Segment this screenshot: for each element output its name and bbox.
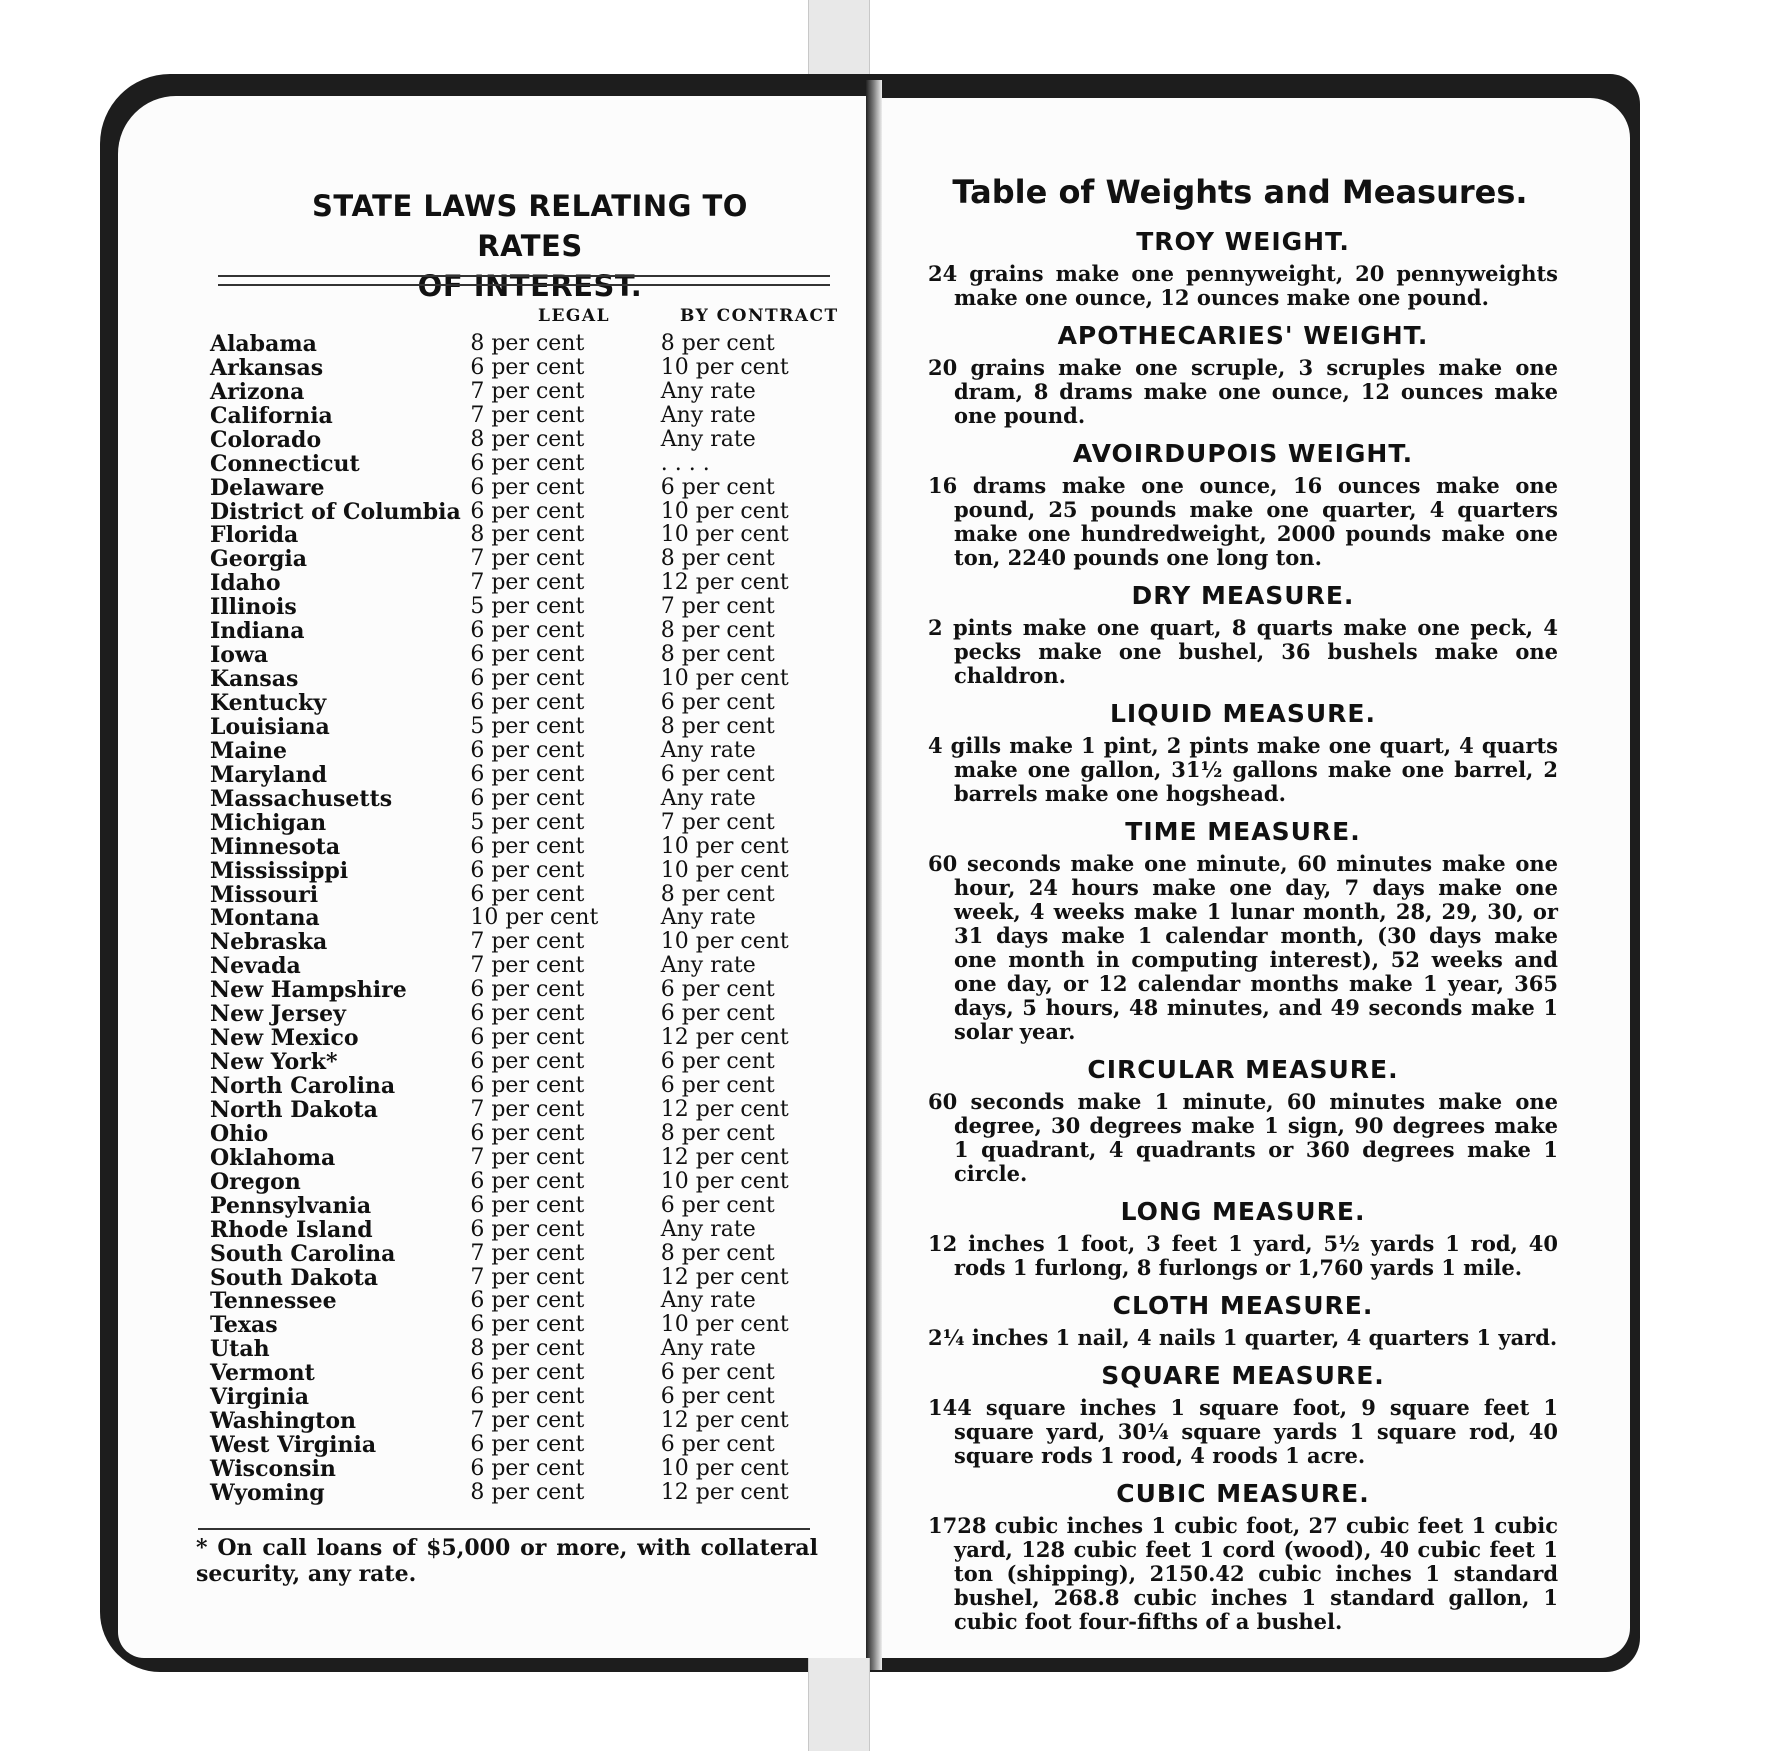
legal-rate-cell: 6 per cent [470,1049,585,1075]
contract-rate-cell: 8 per cent [660,642,775,668]
table-row [210,907,840,931]
table-row [210,954,840,978]
legal-rate-cell: 7 per cent [470,546,585,572]
legal-rate-cell: 6 per cent [470,1025,585,1051]
contract-rate-cell: Any rate [660,737,756,763]
book-gutter [866,80,882,1670]
interest-rates-title [260,186,800,306]
title-line-2: OF INTEREST. [417,269,643,303]
table-row [210,1218,840,1242]
contract-rate-cell: 6 per cent [660,1073,775,1099]
state-cell: Virginia [210,1384,309,1411]
state-cell: Montana [210,905,320,932]
legal-rate-cell: 6 per cent [470,1432,585,1458]
legal-rate-cell: 7 per cent [470,570,585,596]
state-cell: West Virginia [210,1432,377,1459]
measure-text: 60 seconds make 1 minute, 60 minutes make one degree, 30 degrees make 1 sign, 90 degrees make 1 quadrant, 4 quadrants or 360 degrees make 1 circle. [928,1089,1558,1186]
legal-rate-cell: 6 per cent [470,1384,585,1410]
contract-rate-cell: 8 per cent [660,1240,775,1266]
weights-measures-title: Table of Weights and Measures. [952,173,1528,211]
contract-rate-cell: 12 per cent [660,1096,789,1122]
table-row [210,1409,840,1433]
state-cell: New Mexico [210,1025,359,1052]
contract-rate-cell: 12 per cent [660,1025,789,1051]
legal-rate-cell: 7 per cent [470,1144,585,1170]
measure-text: 144 square inches 1 square foot, 9 square feet 1 square yard, 30¼ square yards 1 square rod, 40 square rods 1 rood, 4 roods 1 acre. [928,1395,1558,1468]
table-row [210,1385,840,1409]
table-row [210,476,840,500]
contract-rate-cell: 6 per cent [660,977,775,1003]
measure-text: 4 gills make 1 pint, 2 pints make one quart, 4 quarts make one gallon, 31½ gallons make one barrel, 2 barrels make one hogshead. [928,733,1558,806]
legal-rate-cell: 6 per cent [470,1456,585,1482]
table-row [210,978,840,1002]
measure-text: 2¼ inches 1 nail, 4 nails 1 quarter, 4 quarters 1 yard. [928,1325,1558,1350]
contract-rate-cell: 7 per cent [660,809,775,835]
state-cell: Wisconsin [210,1456,336,1483]
legal-rate-cell: 7 per cent [470,929,585,955]
contract-rate-cell: 8 per cent [660,618,775,644]
legal-rate-cell: 6 per cent [470,666,585,692]
table-row [210,524,840,548]
legal-rate-cell: 7 per cent [470,402,585,428]
contract-rate-cell: 12 per cent [660,1264,789,1290]
legal-rate-cell: 8 per cent [470,1479,585,1505]
table-row [210,571,840,595]
legal-rate-cell: 6 per cent [470,1192,585,1218]
legal-rate-cell: 6 per cent [470,690,585,716]
state-cell: Florida [210,522,299,549]
table-row [210,930,840,954]
state-cell: Arkansas [210,354,324,381]
state-cell: District of Columbia [210,498,461,525]
state-cell: New Hampshire [210,977,407,1004]
contract-rate-cell: 6 per cent [660,1192,775,1218]
interest-rate-table [210,332,840,1505]
table-row [210,1481,840,1505]
legal-rate-cell: 6 per cent [470,618,585,644]
contract-rate-cell: 10 per cent [660,833,789,859]
state-cell: North Dakota [210,1096,378,1123]
contract-rate-cell: 7 per cent [660,594,775,620]
measure-heading: TROY WEIGHT. [1136,227,1350,256]
contract-rate-cell: 12 per cent [660,1144,789,1170]
state-cell: Rhode Island [210,1216,373,1243]
state-cell: Vermont [210,1360,315,1387]
table-row [210,1074,840,1098]
legal-rate-cell: 6 per cent [470,857,585,883]
table-row [210,452,840,476]
legal-rate-cell: 8 per cent [470,1336,585,1362]
table-row [210,763,840,787]
legal-rate-cell: 7 per cent [470,953,585,979]
legal-rate-cell: 7 per cent [470,1408,585,1434]
state-cell: New York* [210,1049,338,1076]
measure-text: 12 inches 1 foot, 3 feet 1 yard, 5½ yards 1 rod, 40 rods 1 furlong, 8 furlongs or 1,760 yards 1 mile. [928,1231,1558,1280]
table-row [210,500,840,524]
footnote: * On call loans of $5,000 or more, with collateral security, any rate. [196,1535,818,1587]
table-row [210,1170,840,1194]
legal-rate-cell: 7 per cent [470,378,585,404]
table-row [210,1433,840,1457]
measures-list [928,226,1558,1644]
table-row [210,1026,840,1050]
state-cell: Maryland [210,761,327,788]
contract-rate-cell: 10 per cent [660,1456,789,1482]
state-cell: Mississippi [210,857,349,884]
table-row [210,1337,840,1361]
table-row [210,859,840,883]
table-row [210,643,840,667]
table-row [210,428,840,452]
legal-rate-cell: 6 per cent [470,474,585,500]
legal-rate-cell: 6 per cent [470,1288,585,1314]
table-row [210,1194,840,1218]
measure-heading: CLOTH MEASURE. [1112,1291,1374,1320]
legal-rate-cell: 6 per cent [470,1216,585,1242]
measure-heading: SQUARE MEASURE. [1101,1361,1385,1390]
contract-rate-cell: 6 per cent [660,1049,775,1075]
state-cell: Alabama [210,330,317,357]
contract-rate-cell: 8 per cent [660,881,775,907]
legal-rate-cell: 6 per cent [470,761,585,787]
legal-rate-cell: 6 per cent [470,1120,585,1146]
legal-rate-cell: 6 per cent [470,1360,585,1386]
column-header-legal: LEGAL [538,306,611,326]
table-row [210,883,840,907]
table-row [210,595,840,619]
contract-rate-cell: 6 per cent [660,474,775,500]
state-cell: Oregon [210,1168,301,1195]
measure-heading: TIME MEASURE. [1125,817,1361,846]
legal-rate-cell: 8 per cent [470,330,585,356]
table-row [210,1002,840,1026]
measure-text: 1728 cubic inches 1 cubic foot, 27 cubic feet 1 cubic yard, 128 cubic feet 1 cord (wood), 40 cubic feet 1 ton (shipping), 2150.42 cubic inches 1 standard bushel, 268.8 cubic inches 1 standard gallon, 1 cubic foot four-fifths of a bushel. [928,1513,1558,1634]
table-row [210,1242,840,1266]
state-cell: Michigan [210,809,327,836]
bookmark-ribbon-bottom [808,1658,870,1751]
state-cell: Massachusetts [210,785,393,812]
state-cell: Iowa [210,642,269,669]
table-row [210,1457,840,1481]
contract-rate-cell: 10 per cent [660,857,789,883]
state-cell: Texas [210,1312,278,1339]
measure-text: 24 grains make one pennyweight, 20 pennyweights make one ounce, 12 ounces make one pound. [928,261,1558,310]
state-cell: Maine [210,737,287,764]
legal-rate-cell: 5 per cent [470,809,585,835]
table-row [210,1098,840,1122]
table-row [210,811,840,835]
contract-rate-cell: 6 per cent [660,1384,775,1410]
table-row [210,1361,840,1385]
state-cell: Arizona [210,378,305,405]
state-cell: Pennsylvania [210,1192,372,1219]
table-row [210,667,840,691]
contract-rate-cell: 10 per cent [660,354,789,380]
legal-rate-cell: 6 per cent [470,498,585,524]
contract-rate-cell: Any rate [660,785,756,811]
measure-text: 60 seconds make one minute, 60 minutes make one hour, 24 hours make one day, 7 days make one week, 4 weeks make 1 lunar month, 28, 29, 30, or 31 days make 1 calendar month, (30 days make one month in computing interest), 52 weeks and one day, or 12 calendar months make 1 year, 365 days, 5 hours, 48 minutes, and 49 seconds make 1 solar year. [928,851,1558,1044]
contract-rate-cell: 6 per cent [660,1001,775,1027]
measure-heading: CIRCULAR MEASURE. [1087,1055,1399,1084]
contract-rate-cell: 8 per cent [660,546,775,572]
table-row [210,1313,840,1337]
legal-rate-cell: 6 per cent [470,1312,585,1338]
title-double-rule [218,275,830,286]
state-cell: Illinois [210,594,297,621]
state-cell: Ohio [210,1120,269,1147]
contract-rate-cell: 10 per cent [660,522,789,548]
state-cell: Idaho [210,570,281,597]
table-row [210,547,840,571]
interest-rate-rows [210,332,840,1505]
legal-rate-cell: 10 per cent [470,905,599,931]
contract-rate-cell: . . . . [660,450,710,476]
legal-rate-cell: 8 per cent [470,426,585,452]
table-row [210,1146,840,1170]
measure-heading: LONG MEASURE. [1120,1197,1366,1226]
measure-heading: APOTHECARIES' WEIGHT. [1057,321,1429,350]
table-row [210,380,840,404]
contract-rate-cell: 10 per cent [660,1312,789,1338]
measure-text: 16 drams make one ounce, 16 ounces make one pound, 25 pounds make one quarter, 4 quarters make one hundredweight, 2000 pounds make one ton, 2240 pounds one long ton. [928,473,1558,570]
state-cell: South Dakota [210,1264,379,1291]
state-cell: Utah [210,1336,270,1363]
state-cell: Oklahoma [210,1144,336,1171]
contract-rate-cell: 10 per cent [660,1168,789,1194]
state-cell: Nebraska [210,929,328,956]
state-cell: Kentucky [210,690,327,717]
contract-rate-cell: 8 per cent [660,1120,775,1146]
legal-rate-cell: 6 per cent [470,450,585,476]
table-row [210,787,840,811]
legal-rate-cell: 5 per cent [470,713,585,739]
contract-rate-cell: 6 per cent [660,690,775,716]
title-line-1: STATE LAWS RELATING TO RATES [312,189,748,263]
state-cell: Louisiana [210,713,330,740]
contract-rate-cell: 10 per cent [660,498,789,524]
legal-rate-cell: 7 per cent [470,1240,585,1266]
legal-rate-cell: 6 per cent [470,1001,585,1027]
legal-rate-cell: 6 per cent [470,642,585,668]
contract-rate-cell: 6 per cent [660,1432,775,1458]
state-cell: South Carolina [210,1240,396,1267]
table-row [210,835,840,859]
table-row [210,404,840,428]
table-row [210,332,840,356]
legal-rate-cell: 8 per cent [470,522,585,548]
state-cell: Indiana [210,618,305,645]
legal-rate-cell: 6 per cent [470,977,585,1003]
table-row [210,691,840,715]
contract-rate-cell: Any rate [660,905,756,931]
state-cell: Minnesota [210,833,341,860]
table-row [210,739,840,763]
state-cell: Wyoming [210,1479,325,1506]
measure-heading: AVOIRDUPOIS WEIGHT. [1072,439,1414,468]
contract-rate-cell: Any rate [660,1216,756,1242]
state-cell: Colorado [210,426,322,453]
contract-rate-cell: Any rate [660,378,756,404]
footnote-rule [198,1528,810,1530]
table-row [210,619,840,643]
measure-text: 20 grains make one scruple, 3 scruples make one dram, 8 drams make one ounce, 12 ounces make one pound. [928,355,1558,428]
state-cell: New Jersey [210,1001,346,1028]
legal-rate-cell: 6 per cent [470,1168,585,1194]
contract-rate-cell: Any rate [660,953,756,979]
legal-rate-cell: 6 per cent [470,354,585,380]
contract-rate-cell: 8 per cent [660,713,775,739]
legal-rate-cell: 7 per cent [470,1264,585,1290]
table-row [210,1122,840,1146]
contract-rate-cell: 10 per cent [660,666,789,692]
measure-heading: DRY MEASURE. [1131,581,1355,610]
state-cell: North Carolina [210,1073,396,1100]
measure-text: 2 pints make one quart, 8 quarts make one peck, 4 pecks make one bushel, 36 bushels make one chaldron. [928,615,1558,688]
state-cell: Georgia [210,546,308,573]
table-row [210,1290,840,1314]
contract-rate-cell: 12 per cent [660,1408,789,1434]
measure-heading: CUBIC MEASURE. [1116,1479,1370,1508]
contract-rate-cell: 6 per cent [660,1360,775,1386]
state-cell: Delaware [210,474,325,501]
contract-rate-cell: Any rate [660,1336,756,1362]
table-row [210,1050,840,1074]
state-cell: Nevada [210,953,301,980]
measure-heading: LIQUID MEASURE. [1110,699,1376,728]
table-row [210,356,840,380]
legal-rate-cell: 6 per cent [470,881,585,907]
state-cell: California [210,402,333,429]
legal-rate-cell: 7 per cent [470,1096,585,1122]
contract-rate-cell: 8 per cent [660,330,775,356]
legal-rate-cell: 5 per cent [470,594,585,620]
contract-rate-cell: 6 per cent [660,761,775,787]
column-header-by-contract: BY CONTRACT [680,306,839,326]
contract-rate-cell: 10 per cent [660,929,789,955]
contract-rate-cell: 12 per cent [660,1479,789,1505]
contract-rate-cell: 12 per cent [660,570,789,596]
legal-rate-cell: 6 per cent [470,785,585,811]
state-cell: Connecticut [210,450,360,477]
legal-rate-cell: 6 per cent [470,833,585,859]
contract-rate-cell: Any rate [660,1288,756,1314]
state-cell: Kansas [210,666,299,693]
legal-rate-cell: 6 per cent [470,1073,585,1099]
table-row [210,1266,840,1290]
table-row [210,715,840,739]
state-cell: Washington [210,1408,356,1435]
legal-rate-cell: 6 per cent [470,737,585,763]
state-cell: Tennessee [210,1288,337,1315]
contract-rate-cell: Any rate [660,402,756,428]
state-cell: Missouri [210,881,319,908]
contract-rate-cell: Any rate [660,426,756,452]
